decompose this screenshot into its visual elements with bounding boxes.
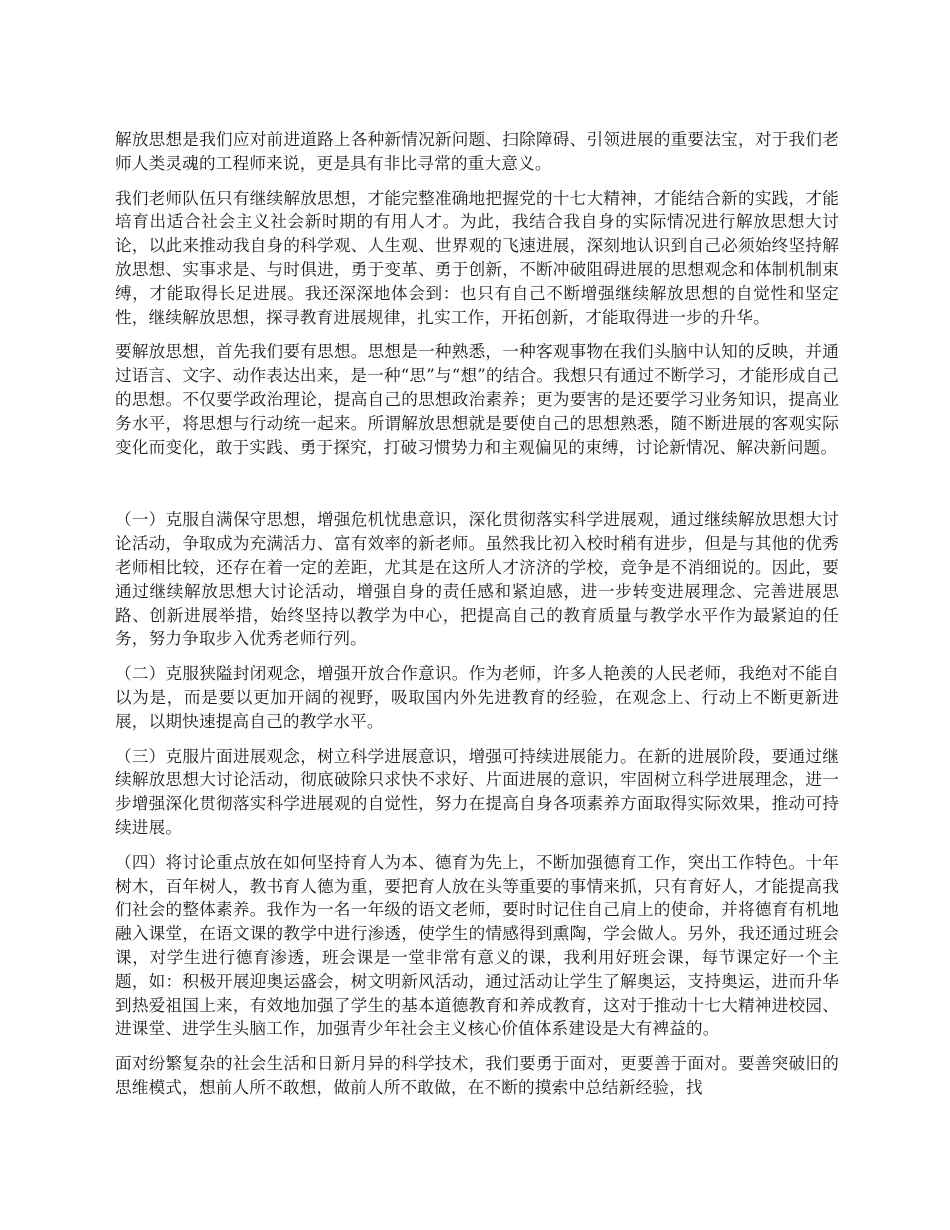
paragraph-closing: 面对纷繁复杂的社会生活和日新月异的科学技术，我们要勇于面对，更要善于面对。要善突破旧的思维模式，想前人所不敢想，做前人所不敢做，在不断的摸索中总结新经验，找 bbox=[115, 1054, 839, 1097]
section-gap bbox=[115, 470, 839, 508]
paragraph-point-2: （二）克服狭隘封闭观念，增强开放合作意识。作为老师，许多人艳羡的人民老师，我绝对不能自以为是，而是要以更加开阔的视野，吸取国内外先进教育的经验，在观念上、行动上不断更新进展，以期快速提高自己的教学水平。 bbox=[115, 664, 839, 731]
paragraph-intro: 解放思想是我们应对前进道路上各种新情况新问题、扫除障碍、引领进展的重要法宝，对于我们老师人类灵魂的工程师来说，更是具有非比寻常的重大意义。 bbox=[115, 130, 839, 173]
paragraph-point-1: （一）克服自满保守思想，增强危机忧患意识，深化贯彻落实科学进展观，通过继续解放思想大讨论活动，争取成为充满活力、富有效率的新老师。虽然我比初入校时稍有进步，但是与其他的优秀老师相比较，还存在着一定的差距，尤其是在这所人才济济的学校，竞争是不消细说的。因此，要通过继续解放思想大讨论活动，增强自身的责任感和紧迫感，进一步转变进展理念、完善进展思路、创新进展举措，始终坚持以教学为中心，把提高自己的教育质量与教学水平作为最紧迫的任务，努力争取步入优秀老师行列。 bbox=[115, 510, 839, 649]
document-page bbox=[115, 128, 839, 1111]
paragraph-teacher-team: 我们老师队伍只有继续解放思想，才能完整准确地把握党的十七大精神，才能结合新的实践，才能培育出适合社会主义社会新时期的有用人才。为此，我结合我自身的实际情况进行解放思想大讨论，以此来推动我自身的科学观、人生观、世界观的飞速进展，深刻地认识到自己必须始终坚持解放思想、实事求是、与时俱进，勇于变革、勇于创新，不断冲破阻碍进展的思想观念和体制机制束缚，才能取得长足进展。我还深深地体会到：也只有自己不断增强继续解放思想的自觉性和坚定性，继续解放思想，探寻教育进展规律，扎实工作，开拓创新，才能取得进一步的升华。 bbox=[115, 188, 839, 327]
paragraph-thinking: 要解放思想，首先我们要有思想。思想是一种熟悉，一种客观事物在我们头脑中认知的反映，并通过语言、文字、动作表达出来，是一种“思”与“想”的结合。我想只有通过不断学习，才能形成自己的思想。不仅要学政治理论，提高自己的思想政治素养；更为要害的是还要学习业务知识，提高业务水平，将思想与行动统一起来。所谓解放思想就是要使自己的思想熟悉，随不断进展的客观实际变化而变化，敢于实践、勇于探究，打破习惯势力和主观偏见的束缚，讨论新情况、解决新问题。 bbox=[115, 342, 839, 457]
paragraph-point-4: （四）将讨论重点放在如何坚持育人为本、德育为先上，不断加强德育工作，突出工作特色。十年树木，百年树人，教书育人德为重，要把育人放在头等重要的事情来抓，只有育好人，才能提高我们社会的整体素养。我作为一名一年级的语文老师，要时时记住自己肩上的使命，并将德育有机地融入课堂，在语文课的教学中进行渗透，使学生的情感得到熏陶，学会做人。另外，我还通过班会课，对学生进行德育渗透，班会课是一堂非常有意义的课，我利用好班会课，每节课定好一个主题，如：积极开展迎奥运盛会，树文明新风活动，通过活动让学生了解奥运，支持奥运，进而升华到热爱祖国上来，有效地加强了学生的基本道德教育和养成教育，这对于推动十七大精神进校园、进课堂、进学生头脑工作，加强青少年社会主义核心价值体系建设是大有裨益的。 bbox=[115, 852, 839, 1039]
paragraph-point-3: （三）克服片面进展观念，树立科学进展意识，增强可持续进展能力。在新的进展阶段，要通过继续解放思想大讨论活动，彻底破除只求快不求好、片面进展的意识，牢固树立科学进展理念，进一步增强深化贯彻落实科学进展观的自觉性，努力在提高自身各项素养方面取得实际效果，推动可持续进展。 bbox=[115, 746, 839, 837]
